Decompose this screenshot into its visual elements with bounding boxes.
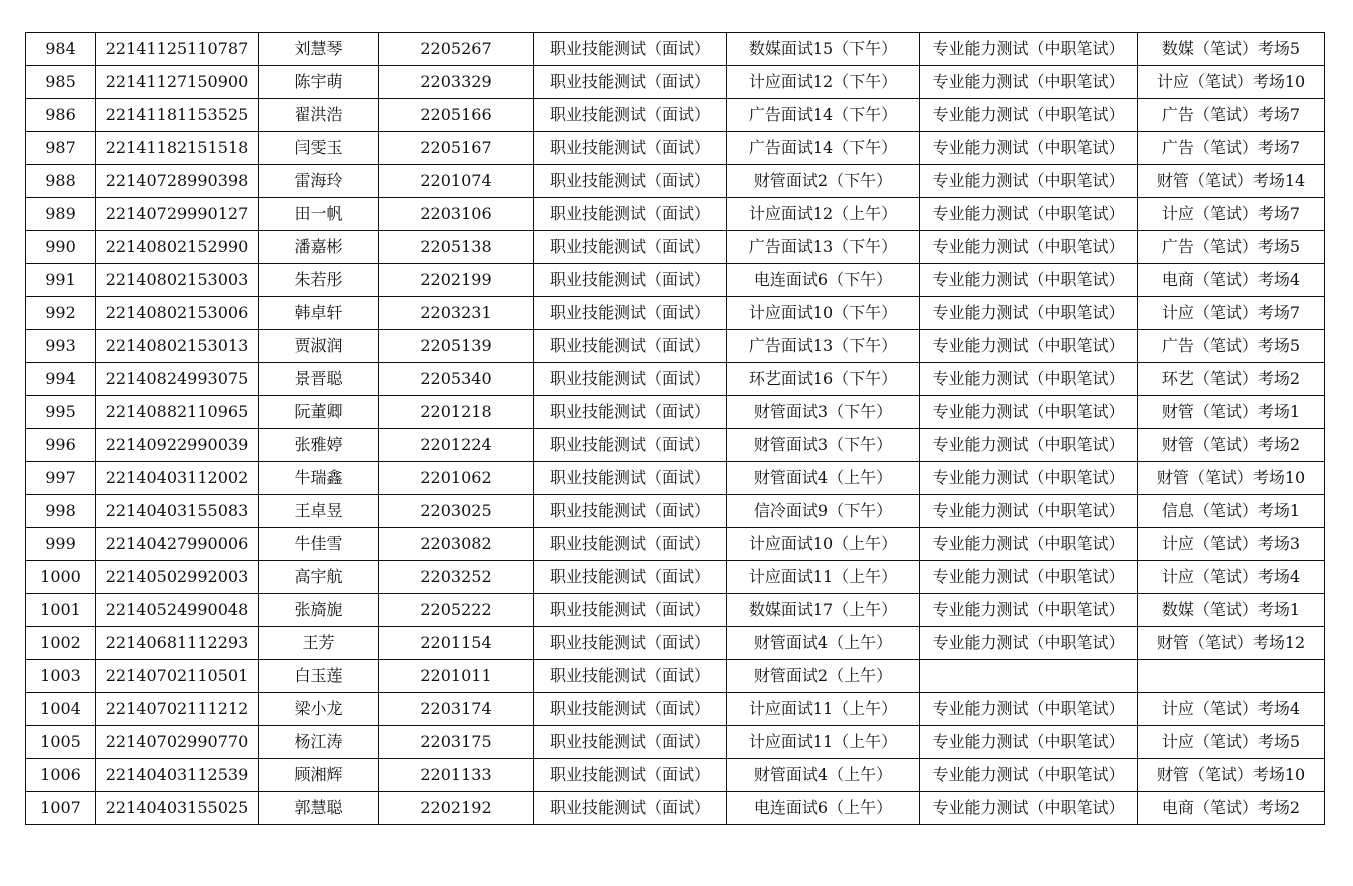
table-row: [26, 99, 1325, 132]
interview-room-cell: 环艺面试16（下午）: [727, 363, 920, 396]
table-row: [26, 693, 1325, 726]
written-room-cell: 计应（笔试）考场7: [1138, 198, 1325, 231]
interview-room-cell: 广告面试13（下午）: [727, 330, 920, 363]
interview-test-cell: 职业技能测试（面试）: [534, 792, 727, 825]
interview-test-cell: 职业技能测试（面试）: [534, 561, 727, 594]
written-test-cell: 专业能力测试（中职笔试）: [920, 627, 1138, 660]
interview-room-cell: 计应面试12（上午）: [727, 198, 920, 231]
admission-ticket-cell: 2201224: [379, 429, 534, 462]
registration-number-cell: 22140403112539: [96, 759, 259, 792]
seq-cell: 985: [26, 66, 96, 99]
admission-ticket-cell: 2203252: [379, 561, 534, 594]
interview-test-cell: 职业技能测试（面试）: [534, 462, 727, 495]
table-row: [26, 429, 1325, 462]
interview-test-cell: 职业技能测试（面试）: [534, 660, 727, 693]
candidate-name-cell: 贾淑润: [259, 330, 379, 363]
admission-ticket-cell: 2203329: [379, 66, 534, 99]
interview-test-cell: 职业技能测试（面试）: [534, 726, 727, 759]
table-row: [26, 396, 1325, 429]
seq-cell: 1005: [26, 726, 96, 759]
interview-room-cell: 计应面试11（上午）: [727, 561, 920, 594]
admission-ticket-cell: 2201011: [379, 660, 534, 693]
candidate-name-cell: 高宇航: [259, 561, 379, 594]
admission-ticket-cell: 2205222: [379, 594, 534, 627]
interview-room-cell: 计应面试12（下午）: [727, 66, 920, 99]
written-room-cell: 财管（笔试）考场2: [1138, 429, 1325, 462]
admission-ticket-cell: 2205267: [379, 33, 534, 66]
table-body: [26, 33, 1325, 825]
interview-room-cell: 广告面试13（下午）: [727, 231, 920, 264]
interview-test-cell: 职业技能测试（面试）: [534, 528, 727, 561]
admission-ticket-cell: 2202192: [379, 792, 534, 825]
interview-test-cell: 职业技能测试（面试）: [534, 99, 727, 132]
registration-number-cell: 22140702990770: [96, 726, 259, 759]
written-room-cell: 计应（笔试）考场5: [1138, 726, 1325, 759]
interview-room-cell: 电连面试6（下午）: [727, 264, 920, 297]
seq-cell: 1002: [26, 627, 96, 660]
seq-cell: 1001: [26, 594, 96, 627]
written-test-cell: 专业能力测试（中职笔试）: [920, 429, 1138, 462]
registration-number-cell: 22140802153006: [96, 297, 259, 330]
admission-ticket-cell: 2201154: [379, 627, 534, 660]
interview-test-cell: 职业技能测试（面试）: [534, 297, 727, 330]
candidate-name-cell: 韩卓轩: [259, 297, 379, 330]
table-row: [26, 264, 1325, 297]
written-test-cell: 专业能力测试（中职笔试）: [920, 99, 1138, 132]
written-room-cell: 数媒（笔试）考场1: [1138, 594, 1325, 627]
written-test-cell: 专业能力测试（中职笔试）: [920, 297, 1138, 330]
written-room-cell: 财管（笔试）考场14: [1138, 165, 1325, 198]
candidate-name-cell: 牛瑞鑫: [259, 462, 379, 495]
admission-ticket-cell: 2205166: [379, 99, 534, 132]
candidate-name-cell: 景晋聪: [259, 363, 379, 396]
interview-room-cell: 财管面试2（下午）: [727, 165, 920, 198]
candidate-name-cell: 白玉莲: [259, 660, 379, 693]
candidate-name-cell: 梁小龙: [259, 693, 379, 726]
written-room-cell: 信息（笔试）考场1: [1138, 495, 1325, 528]
registration-number-cell: 22140403112002: [96, 462, 259, 495]
candidate-name-cell: 张旖旎: [259, 594, 379, 627]
table-row: [26, 33, 1325, 66]
seq-cell: 1004: [26, 693, 96, 726]
interview-test-cell: 职业技能测试（面试）: [534, 198, 727, 231]
admission-ticket-cell: 2203175: [379, 726, 534, 759]
seq-cell: 996: [26, 429, 96, 462]
written-room-cell: 广告（笔试）考场5: [1138, 330, 1325, 363]
registration-number-cell: 22140681112293: [96, 627, 259, 660]
seq-cell: 1006: [26, 759, 96, 792]
written-room-cell: 环艺（笔试）考场2: [1138, 363, 1325, 396]
written-room-cell: 财管（笔试）考场10: [1138, 759, 1325, 792]
table-row: [26, 462, 1325, 495]
interview-test-cell: 职业技能测试（面试）: [534, 627, 727, 660]
candidate-name-cell: 田一帆: [259, 198, 379, 231]
seq-cell: 991: [26, 264, 96, 297]
registration-number-cell: 22140802153013: [96, 330, 259, 363]
seq-cell: 995: [26, 396, 96, 429]
registration-number-cell: 22140922990039: [96, 429, 259, 462]
candidate-name-cell: 王卓昱: [259, 495, 379, 528]
admission-ticket-cell: 2201133: [379, 759, 534, 792]
interview-room-cell: 电连面试6（上午）: [727, 792, 920, 825]
seq-cell: 994: [26, 363, 96, 396]
interview-room-cell: 计应面试11（上午）: [727, 693, 920, 726]
table-row: [26, 495, 1325, 528]
interview-test-cell: 职业技能测试（面试）: [534, 66, 727, 99]
seq-cell: 1007: [26, 792, 96, 825]
admission-ticket-cell: 2203174: [379, 693, 534, 726]
seq-cell: 992: [26, 297, 96, 330]
written-test-cell: 专业能力测试（中职笔试）: [920, 594, 1138, 627]
written-test-cell: 专业能力测试（中职笔试）: [920, 462, 1138, 495]
registration-number-cell: 22140802152990: [96, 231, 259, 264]
written-test-cell: 专业能力测试（中职笔试）: [920, 33, 1138, 66]
candidate-name-cell: 刘慧琴: [259, 33, 379, 66]
interview-test-cell: 职业技能测试（面试）: [534, 132, 727, 165]
admission-ticket-cell: 2203025: [379, 495, 534, 528]
written-room-cell: 计应（笔试）考场4: [1138, 693, 1325, 726]
table-row: [26, 330, 1325, 363]
admission-ticket-cell: 2203231: [379, 297, 534, 330]
table-row: [26, 363, 1325, 396]
table-row: [26, 627, 1325, 660]
seq-cell: 987: [26, 132, 96, 165]
interview-room-cell: 财管面试3（下午）: [727, 429, 920, 462]
written-test-cell: 专业能力测试（中职笔试）: [920, 264, 1138, 297]
written-room-cell: 计应（笔试）考场3: [1138, 528, 1325, 561]
registration-number-cell: 22141181153525: [96, 99, 259, 132]
table-row: [26, 165, 1325, 198]
candidate-name-cell: 牛佳雪: [259, 528, 379, 561]
seq-cell: 993: [26, 330, 96, 363]
interview-test-cell: 职业技能测试（面试）: [534, 396, 727, 429]
interview-test-cell: 职业技能测试（面试）: [534, 594, 727, 627]
admission-ticket-cell: 2205167: [379, 132, 534, 165]
candidate-name-cell: 朱若彤: [259, 264, 379, 297]
interview-room-cell: 财管面试2（上午）: [727, 660, 920, 693]
candidate-name-cell: 张雅婷: [259, 429, 379, 462]
written-room-cell: 数媒（笔试）考场5: [1138, 33, 1325, 66]
interview-room-cell: 广告面试14（下午）: [727, 99, 920, 132]
interview-test-cell: 职业技能测试（面试）: [534, 231, 727, 264]
interview-test-cell: 职业技能测试（面试）: [534, 165, 727, 198]
admission-ticket-cell: 2201074: [379, 165, 534, 198]
table-row: [26, 759, 1325, 792]
interview-test-cell: 职业技能测试（面试）: [534, 759, 727, 792]
interview-room-cell: 计应面试10（下午）: [727, 297, 920, 330]
written-test-cell: 专业能力测试（中职笔试）: [920, 66, 1138, 99]
interview-test-cell: 职业技能测试（面试）: [534, 330, 727, 363]
candidate-name-cell: 陈宇萌: [259, 66, 379, 99]
candidate-name-cell: 闫雯玉: [259, 132, 379, 165]
seq-cell: 997: [26, 462, 96, 495]
registration-number-cell: 22141125110787: [96, 33, 259, 66]
seq-cell: 998: [26, 495, 96, 528]
interview-room-cell: 计应面试11（上午）: [727, 726, 920, 759]
admission-ticket-cell: 2205138: [379, 231, 534, 264]
written-room-cell: 电商（笔试）考场2: [1138, 792, 1325, 825]
table-row: [26, 792, 1325, 825]
written-test-cell: 专业能力测试（中职笔试）: [920, 330, 1138, 363]
written-room-cell: 广告（笔试）考场5: [1138, 231, 1325, 264]
exam-assignment-table: [25, 32, 1325, 825]
interview-test-cell: 职业技能测试（面试）: [534, 363, 727, 396]
interview-test-cell: 职业技能测试（面试）: [534, 693, 727, 726]
admission-ticket-cell: 2205139: [379, 330, 534, 363]
written-room-cell: 财管（笔试）考场12: [1138, 627, 1325, 660]
candidate-name-cell: 潘嘉彬: [259, 231, 379, 264]
registration-number-cell: 22140702110501: [96, 660, 259, 693]
interview-room-cell: 数媒面试17（上午）: [727, 594, 920, 627]
registration-number-cell: 22140802153003: [96, 264, 259, 297]
seq-cell: 986: [26, 99, 96, 132]
candidate-name-cell: 王芳: [259, 627, 379, 660]
candidate-name-cell: 阮董卿: [259, 396, 379, 429]
written-test-cell: 专业能力测试（中职笔试）: [920, 198, 1138, 231]
interview-test-cell: 职业技能测试（面试）: [534, 495, 727, 528]
written-room-cell: 计应（笔试）考场7: [1138, 297, 1325, 330]
written-test-cell: [920, 660, 1138, 693]
written-room-cell: 财管（笔试）考场10: [1138, 462, 1325, 495]
interview-room-cell: 广告面试14（下午）: [727, 132, 920, 165]
table-row: [26, 594, 1325, 627]
written-test-cell: 专业能力测试（中职笔试）: [920, 759, 1138, 792]
admission-ticket-cell: 2205340: [379, 363, 534, 396]
table-row: [26, 297, 1325, 330]
table-row: [26, 198, 1325, 231]
seq-cell: 989: [26, 198, 96, 231]
admission-ticket-cell: 2203082: [379, 528, 534, 561]
interview-room-cell: 计应面试10（上午）: [727, 528, 920, 561]
candidate-name-cell: 翟洪浩: [259, 99, 379, 132]
registration-number-cell: 22140882110965: [96, 396, 259, 429]
registration-number-cell: 22140824993075: [96, 363, 259, 396]
written-test-cell: 专业能力测试（中职笔试）: [920, 396, 1138, 429]
table-row: [26, 561, 1325, 594]
table-row: [26, 660, 1325, 693]
interview-room-cell: 财管面试4（上午）: [727, 759, 920, 792]
written-room-cell: 计应（笔试）考场10: [1138, 66, 1325, 99]
interview-room-cell: 财管面试4（上午）: [727, 627, 920, 660]
table-row: [26, 726, 1325, 759]
interview-room-cell: 财管面试3（下午）: [727, 396, 920, 429]
written-test-cell: 专业能力测试（中职笔试）: [920, 231, 1138, 264]
written-test-cell: 专业能力测试（中职笔试）: [920, 726, 1138, 759]
seq-cell: 999: [26, 528, 96, 561]
seq-cell: 1000: [26, 561, 96, 594]
written-test-cell: 专业能力测试（中职笔试）: [920, 792, 1138, 825]
interview-room-cell: 数媒面试15（下午）: [727, 33, 920, 66]
seq-cell: 990: [26, 231, 96, 264]
interview-room-cell: 信冷面试9（下午）: [727, 495, 920, 528]
registration-number-cell: 22140524990048: [96, 594, 259, 627]
candidate-name-cell: 顾湘辉: [259, 759, 379, 792]
seq-cell: 984: [26, 33, 96, 66]
interview-test-cell: 职业技能测试（面试）: [534, 33, 727, 66]
table-row: [26, 132, 1325, 165]
registration-number-cell: 22140502992003: [96, 561, 259, 594]
registration-number-cell: 22140403155083: [96, 495, 259, 528]
written-test-cell: 专业能力测试（中职笔试）: [920, 132, 1138, 165]
candidate-name-cell: 杨江涛: [259, 726, 379, 759]
registration-number-cell: 22140403155025: [96, 792, 259, 825]
admission-ticket-cell: 2201218: [379, 396, 534, 429]
written-test-cell: 专业能力测试（中职笔试）: [920, 561, 1138, 594]
registration-number-cell: 22141182151518: [96, 132, 259, 165]
written-room-cell: 电商（笔试）考场4: [1138, 264, 1325, 297]
registration-number-cell: 22141127150900: [96, 66, 259, 99]
written-test-cell: 专业能力测试（中职笔试）: [920, 495, 1138, 528]
table-row: [26, 231, 1325, 264]
written-room-cell: [1138, 660, 1325, 693]
written-room-cell: 计应（笔试）考场4: [1138, 561, 1325, 594]
admission-ticket-cell: 2203106: [379, 198, 534, 231]
written-test-cell: 专业能力测试（中职笔试）: [920, 693, 1138, 726]
admission-ticket-cell: 2201062: [379, 462, 534, 495]
interview-room-cell: 财管面试4（上午）: [727, 462, 920, 495]
candidate-name-cell: 雷海玲: [259, 165, 379, 198]
registration-number-cell: 22140702111212: [96, 693, 259, 726]
seq-cell: 1003: [26, 660, 96, 693]
table-row: [26, 528, 1325, 561]
admission-ticket-cell: 2202199: [379, 264, 534, 297]
registration-number-cell: 22140728990398: [96, 165, 259, 198]
written-room-cell: 财管（笔试）考场1: [1138, 396, 1325, 429]
registration-number-cell: 22140427990006: [96, 528, 259, 561]
interview-test-cell: 职业技能测试（面试）: [534, 264, 727, 297]
seq-cell: 988: [26, 165, 96, 198]
table-row: [26, 66, 1325, 99]
exam-assignment-sheet: [25, 32, 1325, 825]
written-test-cell: 专业能力测试（中职笔试）: [920, 528, 1138, 561]
written-room-cell: 广告（笔试）考场7: [1138, 132, 1325, 165]
written-room-cell: 广告（笔试）考场7: [1138, 99, 1325, 132]
written-test-cell: 专业能力测试（中职笔试）: [920, 165, 1138, 198]
interview-test-cell: 职业技能测试（面试）: [534, 429, 727, 462]
registration-number-cell: 22140729990127: [96, 198, 259, 231]
written-test-cell: 专业能力测试（中职笔试）: [920, 363, 1138, 396]
candidate-name-cell: 郭慧聪: [259, 792, 379, 825]
